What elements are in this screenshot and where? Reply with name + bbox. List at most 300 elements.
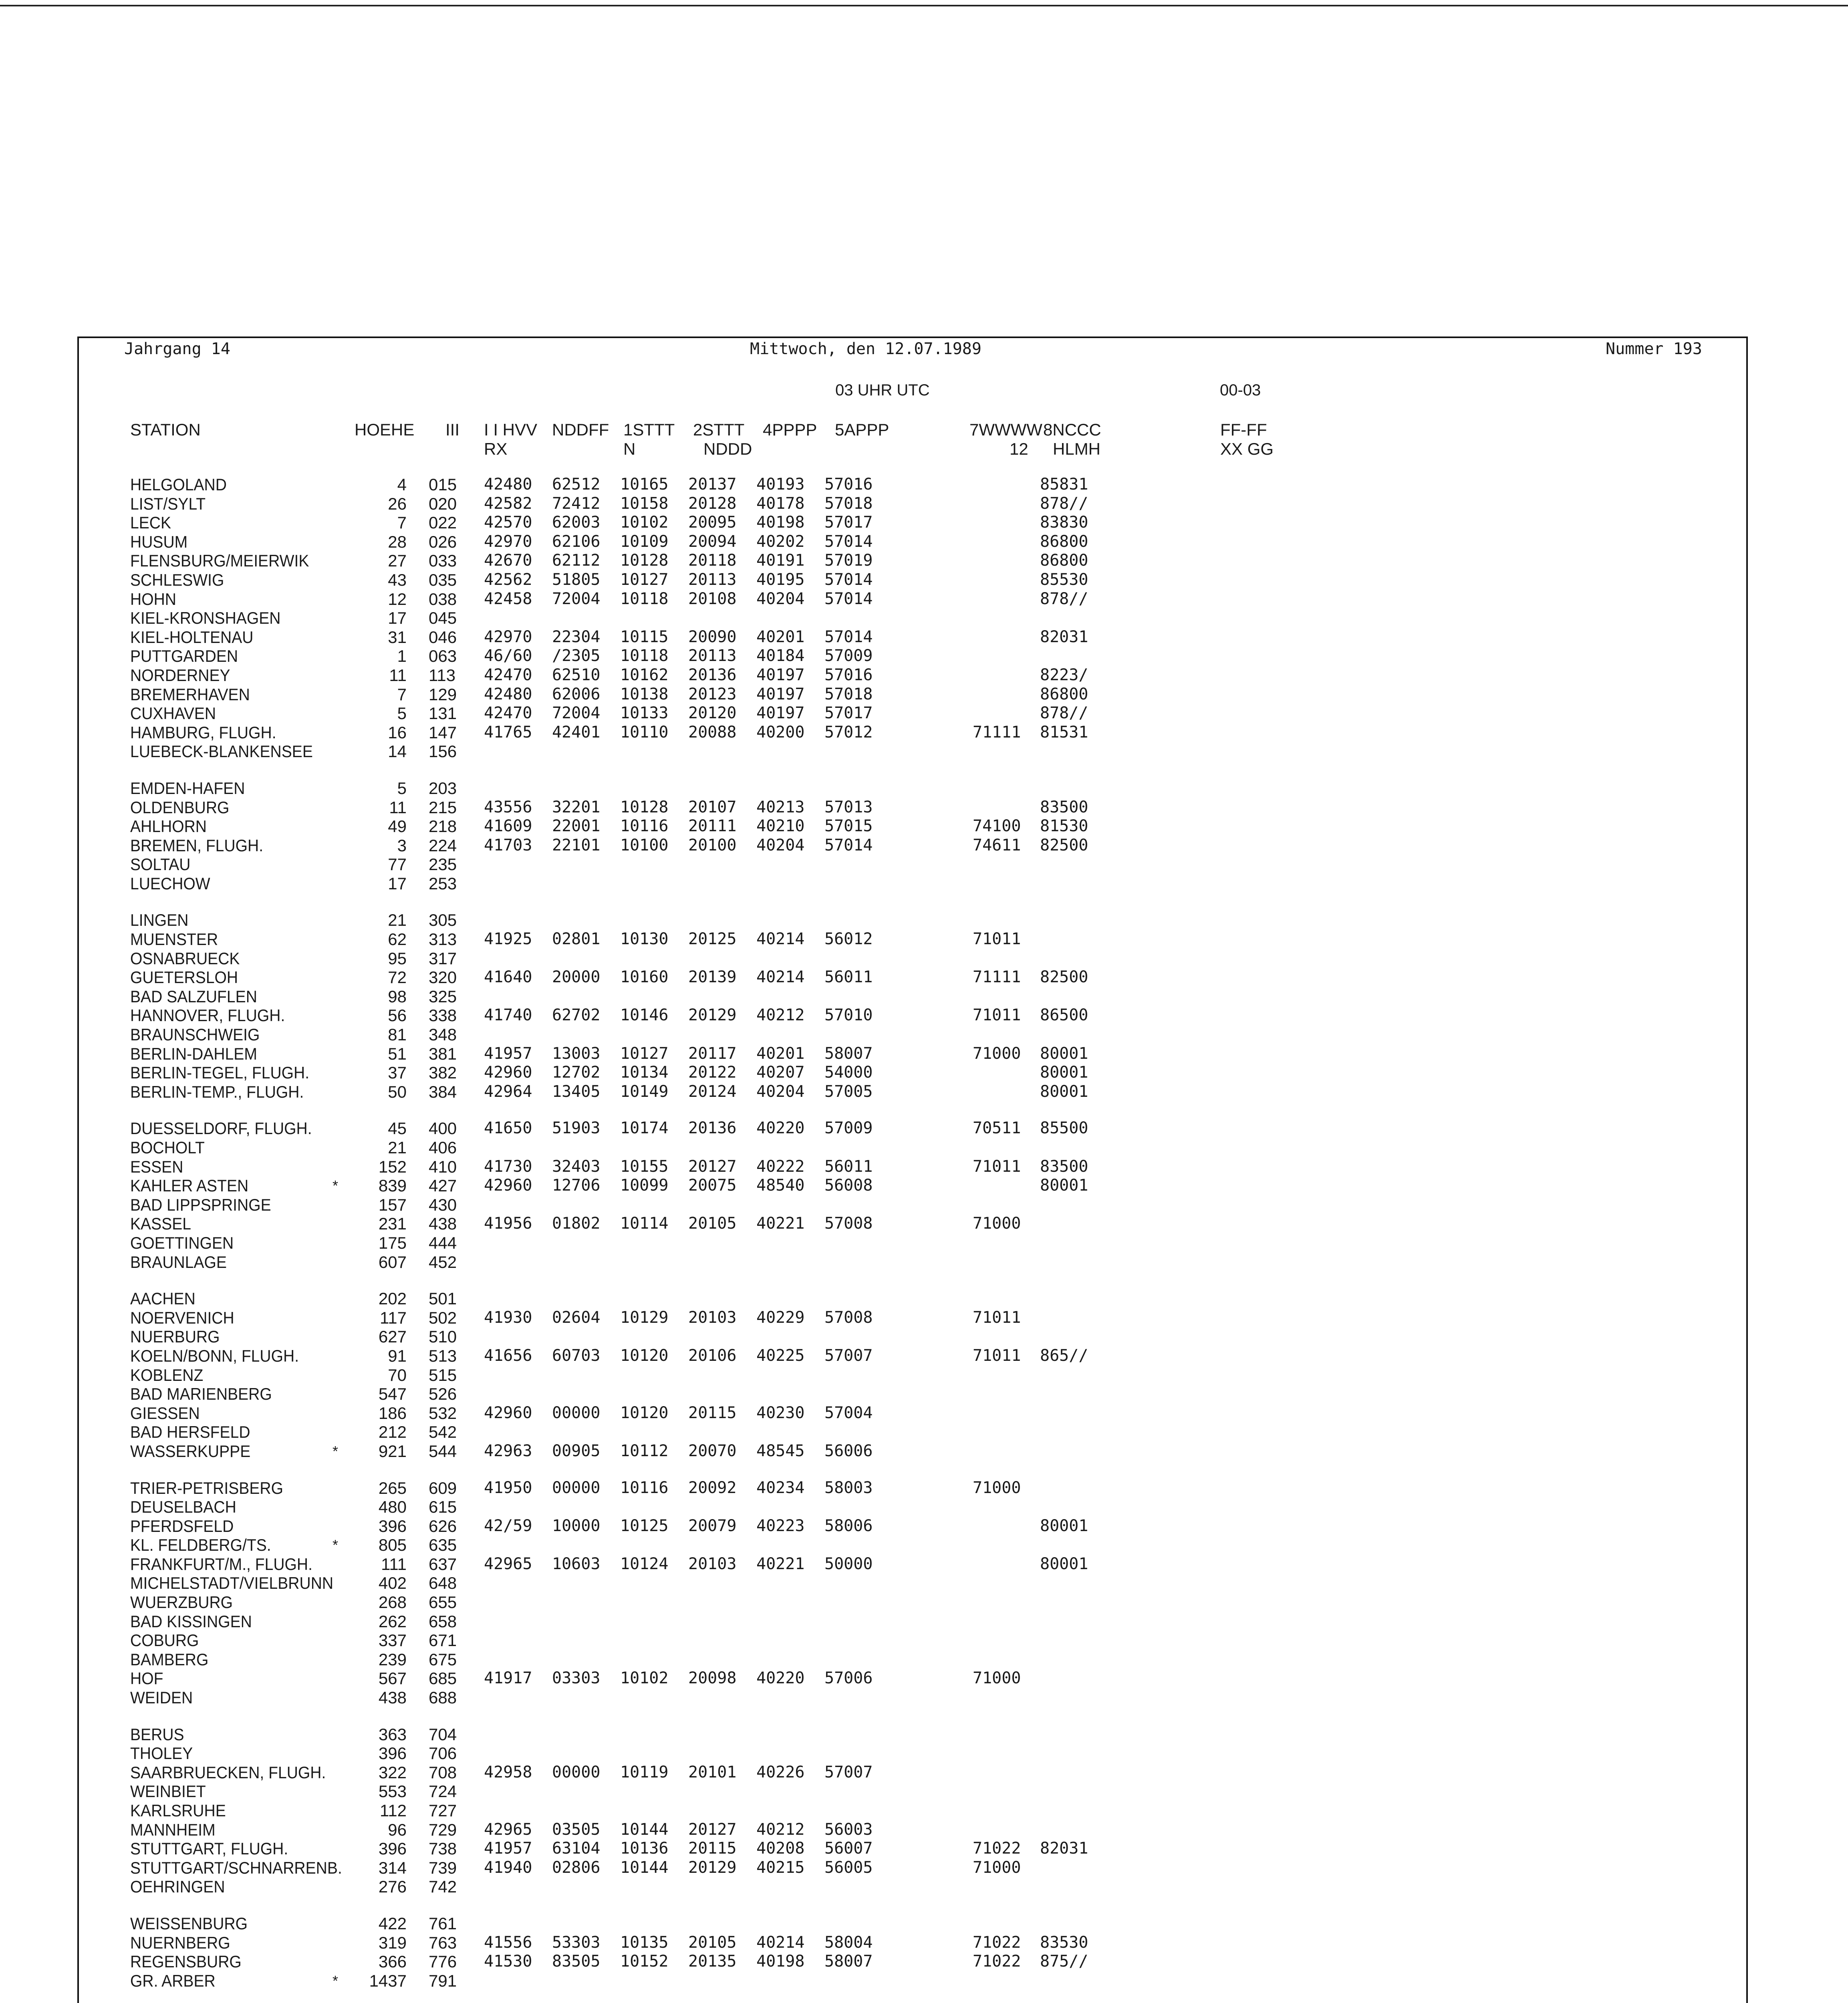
station-height: 157 bbox=[378, 1195, 407, 1214]
station-height: 805 bbox=[378, 1535, 407, 1555]
col-g8: 8NCCC bbox=[1043, 420, 1101, 439]
station-height: 314 bbox=[378, 1858, 407, 1877]
station-name: KASSEL bbox=[130, 1214, 191, 1233]
station-index: 427 bbox=[429, 1176, 457, 1195]
obs-group-4: 20129 bbox=[688, 1858, 737, 1877]
station-height: 5 bbox=[397, 778, 407, 798]
obs-group-1: 42965 bbox=[484, 1554, 532, 1573]
obs-group-3: 10102 bbox=[620, 1669, 669, 1688]
obs-group-5: 40220 bbox=[756, 1669, 805, 1688]
obs-group-2: 00000 bbox=[552, 1763, 601, 1781]
obs-group-7: 71000 bbox=[973, 1214, 1021, 1233]
station-height: 152 bbox=[378, 1157, 407, 1176]
station-index: 400 bbox=[429, 1119, 457, 1138]
obs-group-6: 57014 bbox=[824, 570, 873, 589]
obs-group-6: 57009 bbox=[824, 1119, 873, 1138]
mountain-station-marker: * bbox=[333, 1537, 339, 1554]
obs-group-3: 10125 bbox=[620, 1516, 669, 1535]
obs-group-2: 00000 bbox=[552, 1478, 601, 1497]
obs-group-4: 20101 bbox=[688, 1763, 737, 1781]
station-index: 026 bbox=[429, 532, 457, 551]
obs-group-1: 42582 bbox=[484, 494, 532, 513]
station-height: 402 bbox=[378, 1574, 407, 1593]
obs-group-8: 85831 bbox=[1040, 475, 1088, 494]
station-height: 43 bbox=[388, 570, 407, 589]
obs-group-3: 10133 bbox=[620, 704, 669, 723]
station-index: 742 bbox=[429, 1877, 457, 1896]
station-height: 7 bbox=[397, 513, 407, 532]
col-g1-sub: RX bbox=[484, 439, 508, 458]
obs-group-2: 03505 bbox=[552, 1820, 601, 1839]
obs-group-1: 42964 bbox=[484, 1082, 532, 1101]
mountain-station-marker: * bbox=[333, 1177, 339, 1194]
obs-group-2: 13405 bbox=[552, 1082, 601, 1101]
station-height: 49 bbox=[388, 817, 407, 836]
station-name: HOF bbox=[130, 1669, 163, 1688]
obs-group-7: 71011 bbox=[973, 1346, 1021, 1365]
obs-group-8: 81530 bbox=[1040, 817, 1088, 836]
obs-group-1: 42670 bbox=[484, 551, 532, 570]
station-height: 1437 bbox=[369, 1971, 407, 1990]
station-name: PUTTGARDEN bbox=[130, 647, 238, 666]
obs-group-4: 20120 bbox=[688, 704, 737, 723]
obs-group-5: 40220 bbox=[756, 1119, 805, 1138]
station-height: 117 bbox=[380, 1308, 407, 1327]
station-name: HANNOVER, FLUGH. bbox=[130, 1006, 285, 1025]
station-index: 348 bbox=[429, 1025, 457, 1044]
obs-group-4: 20113 bbox=[688, 647, 737, 665]
header-date: Mittwoch, den 12.07.1989 bbox=[750, 340, 981, 358]
obs-group-1: 41609 bbox=[484, 817, 532, 836]
station-height: 4 bbox=[397, 475, 407, 494]
station-index: 224 bbox=[429, 836, 457, 855]
obs-group-1: 42960 bbox=[484, 1176, 532, 1195]
station-index: 033 bbox=[429, 551, 457, 570]
station-name: BERLIN-TEMP., FLUGH. bbox=[130, 1082, 304, 1101]
station-height: 50 bbox=[388, 1082, 407, 1101]
obs-group-5: 40201 bbox=[756, 627, 805, 646]
obs-group-5: 40198 bbox=[756, 513, 805, 532]
obs-group-4: 20115 bbox=[688, 1839, 737, 1858]
station-index: 615 bbox=[429, 1497, 457, 1517]
station-index: 338 bbox=[429, 1006, 457, 1025]
obs-group-1: 41730 bbox=[484, 1157, 532, 1176]
obs-group-5: 40214 bbox=[756, 930, 805, 949]
station-index: 655 bbox=[429, 1593, 457, 1612]
obs-group-7: 71022 bbox=[973, 1839, 1021, 1858]
obs-group-1: 41957 bbox=[484, 1044, 532, 1063]
obs-group-3: 10127 bbox=[620, 1044, 669, 1063]
obs-group-2: 22101 bbox=[552, 836, 601, 854]
obs-group-2: 72412 bbox=[552, 494, 601, 513]
obs-group-6: 50000 bbox=[824, 1554, 873, 1573]
obs-group-6: 57017 bbox=[824, 704, 873, 723]
obs-group-6: 56011 bbox=[824, 1157, 873, 1176]
station-name: DUESSELDORF, FLUGH. bbox=[130, 1119, 312, 1138]
obs-group-7: 74611 bbox=[973, 836, 1021, 854]
station-name: STUTTGART, FLUGH. bbox=[130, 1839, 288, 1858]
obs-group-3: 10110 bbox=[620, 723, 669, 742]
station-height: 12 bbox=[388, 589, 407, 609]
obs-group-5: 40212 bbox=[756, 1820, 805, 1839]
obs-group-5: 40208 bbox=[756, 1839, 805, 1858]
obs-group-6: 57016 bbox=[824, 475, 873, 494]
station-height: 21 bbox=[388, 911, 407, 930]
obs-group-5: 40204 bbox=[756, 1082, 805, 1101]
obs-group-3: 10118 bbox=[620, 589, 669, 608]
obs-group-6: 54000 bbox=[824, 1063, 873, 1082]
station-index: 147 bbox=[429, 723, 457, 742]
col-hoehe: HOEHE bbox=[355, 420, 415, 439]
station-index: 501 bbox=[429, 1289, 457, 1308]
obs-group-4: 20127 bbox=[688, 1157, 737, 1176]
station-name: REGENSBURG bbox=[130, 1952, 242, 1971]
station-index: 430 bbox=[429, 1195, 457, 1214]
obs-group-3: 10174 bbox=[620, 1119, 669, 1138]
station-index: 685 bbox=[429, 1669, 457, 1688]
obs-group-7: 71011 bbox=[973, 930, 1021, 949]
obs-group-6: 57008 bbox=[824, 1214, 873, 1233]
obs-group-6: 58004 bbox=[824, 1933, 873, 1952]
obs-group-1: 42965 bbox=[484, 1820, 532, 1839]
obs-group-3: 10116 bbox=[620, 1478, 669, 1497]
mountain-station-marker: * bbox=[333, 1443, 339, 1459]
obs-group-2: 12706 bbox=[552, 1176, 601, 1195]
station-index: 406 bbox=[429, 1138, 457, 1157]
obs-group-1: 41765 bbox=[484, 723, 532, 742]
obs-group-3: 10114 bbox=[620, 1214, 669, 1233]
station-index: 542 bbox=[429, 1423, 457, 1442]
obs-group-4: 20106 bbox=[688, 1346, 737, 1365]
station-index: 131 bbox=[429, 704, 457, 723]
station-name: HUSUM bbox=[130, 532, 188, 551]
obs-group-8: 82031 bbox=[1040, 627, 1088, 646]
obs-group-2: 13003 bbox=[552, 1044, 601, 1063]
obs-group-2: 00000 bbox=[552, 1403, 601, 1422]
station-index: 444 bbox=[429, 1233, 457, 1252]
obs-group-2: 20000 bbox=[552, 968, 601, 987]
obs-group-2: 62006 bbox=[552, 685, 601, 703]
obs-group-6: 56012 bbox=[824, 930, 873, 949]
obs-group-6: 56003 bbox=[824, 1820, 873, 1839]
station-height: 547 bbox=[378, 1384, 407, 1404]
station-height: 627 bbox=[378, 1327, 407, 1346]
station-height: 62 bbox=[388, 930, 407, 949]
obs-group-8: 80001 bbox=[1040, 1554, 1088, 1573]
obs-group-2: 62112 bbox=[552, 551, 601, 570]
station-name: SCHLESWIG bbox=[130, 570, 224, 589]
obs-group-5: 40201 bbox=[756, 1044, 805, 1063]
obs-group-4: 20117 bbox=[688, 1044, 737, 1063]
obs-group-3: 10149 bbox=[620, 1082, 669, 1101]
obs-group-6: 57004 bbox=[824, 1403, 873, 1422]
obs-group-4: 20135 bbox=[688, 1952, 737, 1971]
station-name: TRIER-PETRISBERG bbox=[130, 1478, 283, 1497]
station-name: NORDERNEY bbox=[130, 665, 230, 685]
station-index: 526 bbox=[429, 1384, 457, 1404]
station-name: DEUSELBACH bbox=[130, 1497, 236, 1517]
obs-group-4: 20100 bbox=[688, 836, 737, 854]
station-height: 14 bbox=[388, 742, 407, 761]
station-name: NUERNBERG bbox=[130, 1933, 230, 1952]
station-height: 322 bbox=[378, 1763, 407, 1782]
obs-group-8: 81531 bbox=[1040, 723, 1088, 742]
obs-group-6: 57014 bbox=[824, 532, 873, 551]
station-name: NOERVENICH bbox=[130, 1308, 234, 1327]
obs-group-5: 48545 bbox=[756, 1441, 805, 1460]
station-height: 438 bbox=[378, 1688, 407, 1707]
station-index: 510 bbox=[429, 1327, 457, 1346]
station-name: GOETTINGEN bbox=[130, 1233, 234, 1252]
obs-group-1: 41640 bbox=[484, 968, 532, 987]
obs-group-6: 58006 bbox=[824, 1516, 873, 1535]
time-label: 03 UHR UTC bbox=[835, 381, 930, 399]
station-index: 038 bbox=[429, 589, 457, 609]
station-height: 175 bbox=[378, 1233, 407, 1252]
obs-group-1: 41957 bbox=[484, 1839, 532, 1858]
station-index: 738 bbox=[429, 1839, 457, 1858]
obs-group-4: 20105 bbox=[688, 1214, 737, 1233]
obs-group-3: 10118 bbox=[620, 647, 669, 665]
col-g7: 7WWWW bbox=[969, 420, 1042, 439]
obs-group-5: 40193 bbox=[756, 475, 805, 494]
obs-group-8: 878// bbox=[1040, 494, 1088, 513]
obs-group-8: 80001 bbox=[1040, 1063, 1088, 1082]
col-g5: 4PPPP bbox=[763, 420, 817, 439]
obs-group-6: 57010 bbox=[824, 1006, 873, 1025]
col-station: STATION bbox=[130, 420, 201, 439]
header-volume: Jahrgang 14 bbox=[124, 340, 230, 358]
obs-group-3: 10120 bbox=[620, 1346, 669, 1365]
station-index: 658 bbox=[429, 1612, 457, 1631]
station-index: 046 bbox=[429, 627, 457, 647]
obs-group-2: 32403 bbox=[552, 1157, 601, 1176]
obs-group-1: 41656 bbox=[484, 1346, 532, 1365]
obs-group-8: 80001 bbox=[1040, 1082, 1088, 1101]
station-name: KOBLENZ bbox=[130, 1365, 204, 1384]
station-index: 635 bbox=[429, 1535, 457, 1555]
station-index: 156 bbox=[429, 742, 457, 761]
obs-group-2: 00905 bbox=[552, 1441, 601, 1460]
col-g8-sub: HLMH bbox=[1053, 439, 1101, 458]
station-name: HOHN bbox=[130, 589, 177, 609]
station-height: 16 bbox=[388, 723, 407, 742]
station-index: 045 bbox=[429, 609, 457, 628]
station-height: 72 bbox=[388, 968, 407, 987]
station-name: GR. ARBER bbox=[130, 1971, 216, 1990]
station-index: 035 bbox=[429, 570, 457, 589]
station-height: 112 bbox=[380, 1801, 407, 1820]
col-g3-sub: N bbox=[623, 439, 636, 458]
station-name: SAARBRUECKEN, FLUGH. bbox=[130, 1763, 326, 1782]
obs-group-4: 20103 bbox=[688, 1308, 737, 1327]
station-height: 51 bbox=[388, 1044, 407, 1063]
obs-group-1: 41930 bbox=[484, 1308, 532, 1327]
station-index: 675 bbox=[429, 1650, 457, 1669]
station-index: 637 bbox=[429, 1554, 457, 1574]
station-name: BOCHOLT bbox=[130, 1138, 205, 1157]
station-index: 020 bbox=[429, 494, 457, 513]
station-index: 113 bbox=[429, 665, 455, 685]
table-frame bbox=[77, 337, 1748, 2003]
obs-group-4: 20124 bbox=[688, 1082, 737, 1101]
station-name: AACHEN bbox=[130, 1289, 195, 1308]
obs-group-1: 42562 bbox=[484, 570, 532, 589]
obs-group-6: 57012 bbox=[824, 723, 873, 742]
obs-group-4: 20075 bbox=[688, 1176, 737, 1195]
station-name: BAD MARIENBERG bbox=[130, 1384, 272, 1404]
obs-group-4: 20090 bbox=[688, 627, 737, 646]
obs-group-2: 02801 bbox=[552, 930, 601, 949]
obs-group-3: 10144 bbox=[620, 1820, 669, 1839]
header-number: Nummer 193 bbox=[1606, 340, 1702, 358]
station-height: 396 bbox=[378, 1744, 407, 1763]
station-index: 410 bbox=[429, 1157, 457, 1176]
station-height: 231 bbox=[378, 1214, 407, 1233]
obs-group-8: 86800 bbox=[1040, 685, 1088, 703]
obs-group-4: 20118 bbox=[688, 551, 737, 570]
obs-group-2: 62003 bbox=[552, 513, 601, 532]
station-name: MANNHEIM bbox=[130, 1820, 216, 1839]
station-index: 791 bbox=[429, 1971, 457, 1990]
station-height: 98 bbox=[388, 987, 407, 1006]
obs-group-6: 58003 bbox=[824, 1478, 873, 1497]
obs-group-3: 10099 bbox=[620, 1176, 669, 1195]
station-index: 708 bbox=[429, 1763, 457, 1782]
station-index: 129 bbox=[429, 685, 457, 704]
station-index: 532 bbox=[429, 1403, 457, 1423]
obs-group-2: 51903 bbox=[552, 1119, 601, 1138]
obs-group-2: 60703 bbox=[552, 1346, 601, 1365]
station-index: 381 bbox=[429, 1044, 457, 1063]
obs-group-6: 57007 bbox=[824, 1763, 873, 1781]
station-height: 45 bbox=[388, 1119, 407, 1138]
station-height: 337 bbox=[378, 1631, 407, 1650]
obs-group-1: 41650 bbox=[484, 1119, 532, 1138]
station-index: 452 bbox=[429, 1252, 457, 1272]
obs-group-5: 40195 bbox=[756, 570, 805, 589]
station-height: 186 bbox=[378, 1403, 407, 1423]
obs-group-1: 42960 bbox=[484, 1403, 532, 1422]
obs-group-1: 41530 bbox=[484, 1952, 532, 1971]
obs-group-1: 42960 bbox=[484, 1063, 532, 1082]
station-name: WEINBIET bbox=[130, 1782, 206, 1801]
station-name: KIEL-KRONSHAGEN bbox=[130, 609, 281, 628]
station-height: 21 bbox=[388, 1138, 407, 1157]
station-name: BERLIN-DAHLEM bbox=[130, 1044, 257, 1063]
station-index: 729 bbox=[429, 1820, 457, 1839]
obs-group-3: 10136 bbox=[620, 1839, 669, 1858]
col-g9-sub: XX GG bbox=[1220, 439, 1274, 458]
col-g2: NDDFF bbox=[552, 420, 609, 439]
station-name: PFERDSFELD bbox=[130, 1516, 234, 1535]
obs-group-7: 71000 bbox=[973, 1044, 1021, 1063]
station-name: CUXHAVEN bbox=[130, 704, 216, 723]
station-height: 11 bbox=[389, 798, 407, 817]
station-height: 26 bbox=[388, 494, 407, 513]
obs-group-5: 40225 bbox=[756, 1346, 805, 1365]
obs-group-1: 41925 bbox=[484, 930, 532, 949]
station-name: BAD HERSFELD bbox=[130, 1423, 250, 1442]
obs-group-7: 71000 bbox=[973, 1669, 1021, 1688]
station-height: 567 bbox=[378, 1669, 407, 1688]
top-rule bbox=[0, 5, 1848, 6]
station-name: LECK bbox=[130, 513, 171, 532]
station-height: 262 bbox=[378, 1612, 407, 1631]
obs-group-5: 40214 bbox=[756, 1933, 805, 1952]
obs-group-3: 10160 bbox=[620, 968, 669, 987]
obs-group-4: 20108 bbox=[688, 589, 737, 608]
obs-group-7: 70511 bbox=[973, 1119, 1021, 1138]
obs-group-5: 40222 bbox=[756, 1157, 805, 1176]
obs-group-1: 46/60 bbox=[484, 647, 532, 665]
station-index: 739 bbox=[429, 1858, 457, 1877]
station-index: 313 bbox=[429, 930, 457, 949]
station-index: 022 bbox=[429, 513, 457, 532]
obs-group-5: 40215 bbox=[756, 1858, 805, 1877]
station-name: BERLIN-TEGEL, FLUGH. bbox=[130, 1063, 310, 1082]
obs-group-2: 62106 bbox=[552, 532, 601, 551]
obs-group-4: 20088 bbox=[688, 723, 737, 742]
obs-group-5: 40184 bbox=[756, 647, 805, 665]
obs-group-2: /2305 bbox=[552, 647, 601, 665]
obs-group-3: 10144 bbox=[620, 1858, 669, 1877]
obs-group-4: 20129 bbox=[688, 1006, 737, 1025]
obs-group-1: 42470 bbox=[484, 665, 532, 684]
station-height: 91 bbox=[388, 1346, 407, 1365]
obs-group-7: 71022 bbox=[973, 1952, 1021, 1971]
station-name: LINGEN bbox=[130, 911, 189, 930]
station-height: 1 bbox=[397, 647, 407, 666]
station-name: BRAUNSCHWEIG bbox=[130, 1025, 260, 1044]
obs-group-3: 10100 bbox=[620, 836, 669, 854]
station-name: BAMBERG bbox=[130, 1650, 209, 1669]
obs-group-2: 62512 bbox=[552, 475, 601, 494]
col-g9: FF-FF bbox=[1220, 420, 1267, 439]
obs-group-8: 865// bbox=[1040, 1346, 1088, 1365]
obs-group-1: 42480 bbox=[484, 685, 532, 703]
obs-group-3: 10128 bbox=[620, 551, 669, 570]
obs-group-3: 10162 bbox=[620, 665, 669, 684]
obs-group-3: 10128 bbox=[620, 798, 669, 816]
obs-group-4: 20098 bbox=[688, 1669, 737, 1688]
col-g6: 5APPP bbox=[835, 420, 889, 439]
station-height: 202 bbox=[378, 1289, 407, 1308]
station-name: EMDEN-HAFEN bbox=[130, 778, 245, 798]
col-iii: III bbox=[445, 420, 460, 439]
obs-group-6: 57014 bbox=[824, 627, 873, 646]
obs-group-5: 40221 bbox=[756, 1214, 805, 1233]
obs-group-7: 71011 bbox=[973, 1157, 1021, 1176]
station-height: 212 bbox=[378, 1423, 407, 1442]
obs-group-7: 71011 bbox=[973, 1308, 1021, 1327]
obs-group-5: 48540 bbox=[756, 1176, 805, 1195]
obs-group-4: 20136 bbox=[688, 665, 737, 684]
obs-group-2: 63104 bbox=[552, 1839, 601, 1858]
obs-group-4: 20095 bbox=[688, 513, 737, 532]
obs-group-4: 20111 bbox=[688, 817, 737, 836]
obs-group-5: 40213 bbox=[756, 798, 805, 816]
mountain-station-marker: * bbox=[333, 1972, 339, 1989]
obs-group-6: 56011 bbox=[824, 968, 873, 987]
obs-group-2: 72004 bbox=[552, 704, 601, 723]
station-height: 480 bbox=[378, 1497, 407, 1517]
obs-group-6: 56008 bbox=[824, 1176, 873, 1195]
station-name: WASSERKUPPE bbox=[130, 1441, 251, 1461]
station-name: KOELN/BONN, FLUGH. bbox=[130, 1346, 299, 1365]
station-name: BERUS bbox=[130, 1725, 184, 1744]
obs-group-1: 41703 bbox=[484, 836, 532, 854]
